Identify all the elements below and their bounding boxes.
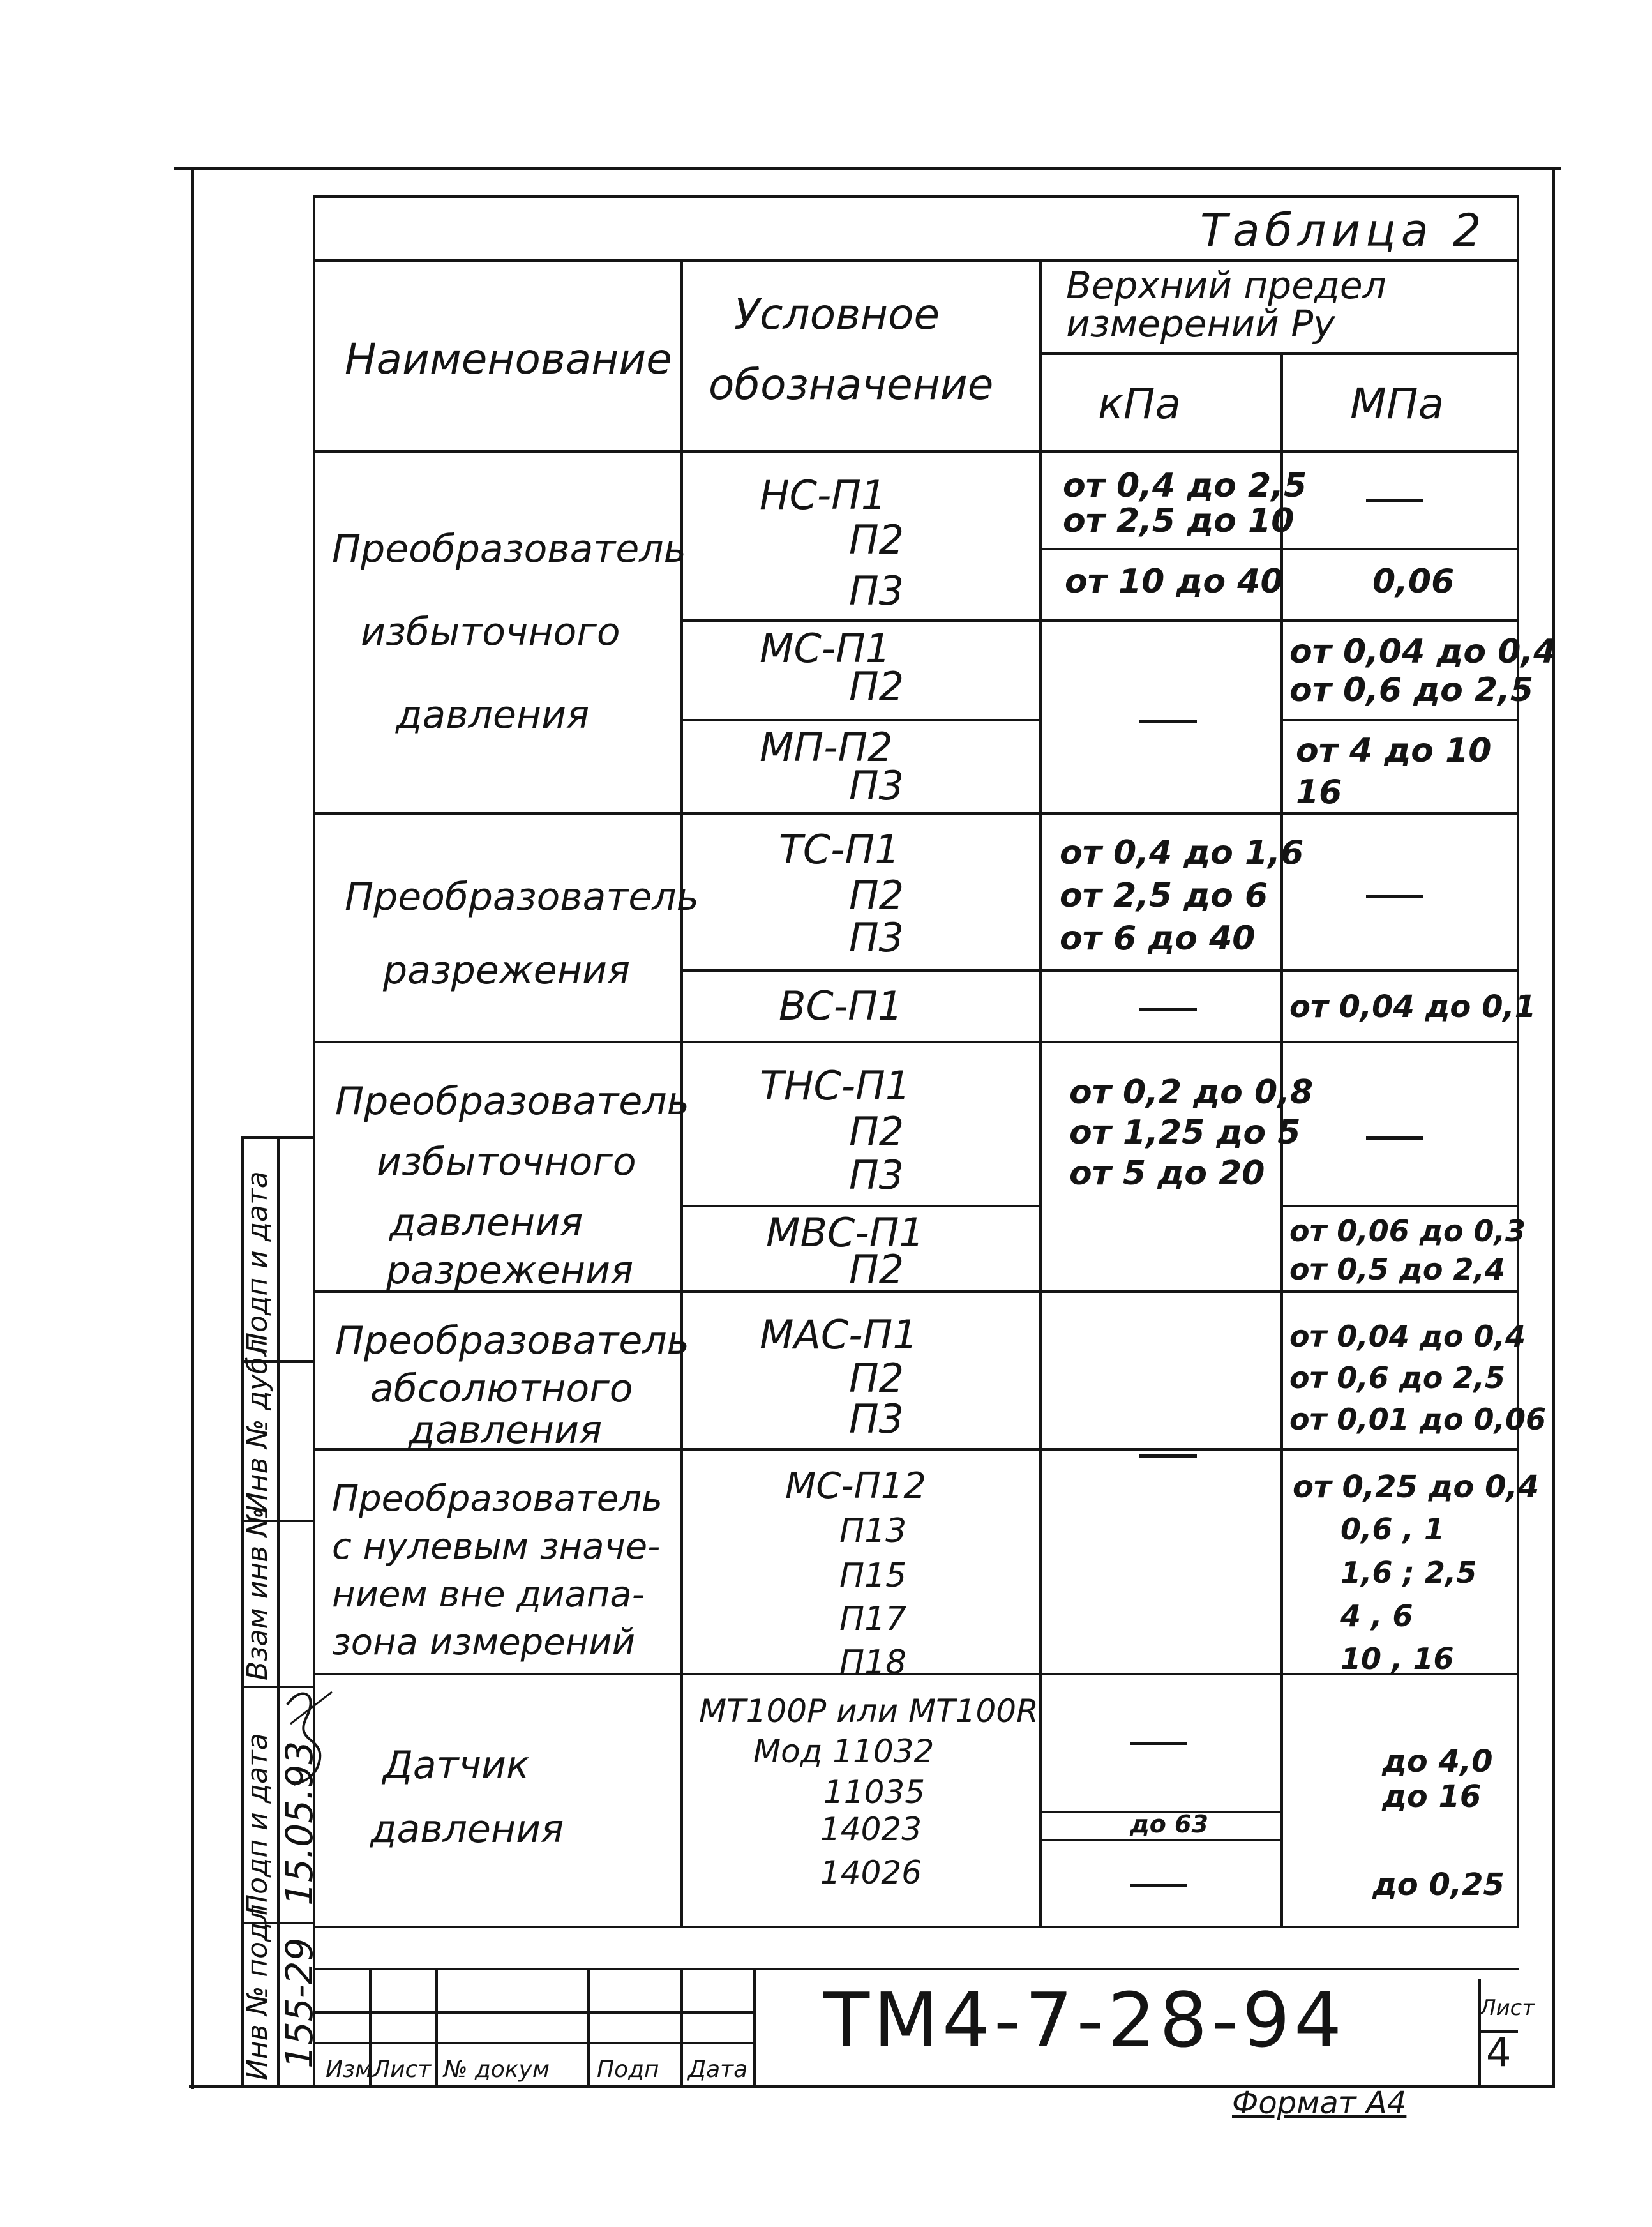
mpa-value: 1,6 ; 2,5 <box>1340 1555 1477 1590</box>
mpa-value: от 0,5 до 2,4 <box>1289 1252 1506 1287</box>
side-label: Взам инв № <box>241 1507 274 1680</box>
mpa-value: 16 <box>1296 773 1342 812</box>
signature-image <box>281 1679 338 1788</box>
header-designation-1: Условное <box>734 290 940 339</box>
code: 14026 <box>820 1854 922 1891</box>
mpa-dash <box>1366 499 1423 502</box>
code: Мод 11032 <box>753 1733 935 1770</box>
mpa-value: 0,6 , 1 <box>1340 1512 1445 1546</box>
sheet-number: 4 <box>1486 2029 1512 2076</box>
stamp-col-label: Лист <box>373 2057 432 2083</box>
header-unit-kpa: кПа <box>1098 379 1181 428</box>
mpa-value: от 0,6 до 2,5 <box>1289 1361 1506 1395</box>
group-name-line: избыточного <box>361 610 620 654</box>
kpa-dash <box>1139 1008 1197 1011</box>
mpa-dash <box>1366 1136 1423 1140</box>
group-name-line: Преобразователь <box>332 527 686 571</box>
code: МС-П1 <box>760 625 891 672</box>
kpa-value: от 0,4 до 1,6 <box>1060 834 1304 872</box>
mpa-value: от 0,04 до 0,4 <box>1289 1319 1526 1354</box>
mpa-value: до 0,25 <box>1372 1867 1505 1903</box>
code: 14023 <box>820 1811 922 1848</box>
code: П17 <box>839 1600 907 1638</box>
code: П18 <box>839 1643 907 1682</box>
mpa-value: от 0,04 до 0,1 <box>1289 989 1536 1025</box>
code: П2 <box>849 517 905 563</box>
kpa-dash <box>1130 1742 1187 1745</box>
group-name-line: давления <box>409 1408 603 1453</box>
code: ВС-П1 <box>779 983 903 1029</box>
mpa-value: до 4,0 <box>1382 1744 1493 1779</box>
kpa-dash <box>1130 1884 1187 1887</box>
code: МС-П12 <box>785 1465 926 1507</box>
mpa-dash <box>1366 895 1423 898</box>
kpa-value: до 63 <box>1130 1810 1208 1838</box>
code: НС-П1 <box>760 472 887 518</box>
group-name-line: разрежения <box>386 1248 634 1293</box>
header-designation-2: обозначение <box>709 360 994 409</box>
kpa-value: от 0,2 до 0,8 <box>1069 1073 1314 1112</box>
mpa-value: 0,06 <box>1372 562 1455 601</box>
group-name-line: разрежения <box>383 948 631 993</box>
table-title: Таблица 2 <box>1200 204 1487 257</box>
group-name-line: зона измерений <box>332 1622 636 1663</box>
sheet-label: Лист <box>1480 1995 1535 2021</box>
mpa-value: от 0,04 до 0,4 <box>1289 633 1557 671</box>
format-label: Формат А4 <box>1232 2085 1407 2121</box>
code: П2 <box>849 1355 905 1401</box>
mpa-value: от 4 до 10 <box>1296 732 1492 770</box>
group-name-line: давления <box>370 1807 564 1852</box>
side-label: Подп и дата <box>241 1733 274 1915</box>
group-name-line: Преобразователь <box>332 1478 663 1520</box>
kpa-dash <box>1139 720 1197 723</box>
code: П3 <box>849 762 905 809</box>
mpa-value: от 0,6 до 2,5 <box>1289 671 1534 709</box>
code: МАС-П1 <box>760 1311 918 1358</box>
group-name-line: нием вне диапа- <box>332 1574 645 1615</box>
group-name-line: абсолютного <box>370 1366 633 1411</box>
kpa-value: от 2,5 до 10 <box>1063 502 1295 540</box>
code: П2 <box>849 663 905 710</box>
group-name-line: давления <box>396 693 590 737</box>
document-number: ТМ4-7-28-94 <box>823 1976 1346 2064</box>
header-unit-mpa: МПа <box>1350 379 1445 428</box>
kpa-dash <box>1139 1454 1197 1458</box>
group-name-line: Датчик <box>383 1743 530 1788</box>
kpa-value: от 10 до 40 <box>1065 562 1284 601</box>
header-limit-1: Верхний предел <box>1066 264 1386 307</box>
group-name-line: Преобразователь <box>335 1318 689 1363</box>
stamp-col-label: Изм <box>326 2057 373 2083</box>
stamp-col-label: Подп <box>597 2057 659 2083</box>
header-name: Наименование <box>345 335 672 384</box>
code: П2 <box>849 872 905 919</box>
code: П2 <box>849 1246 905 1293</box>
mpa-value: от 0,25 до 0,4 <box>1293 1469 1540 1505</box>
mpa-value: от 0,01 до 0,06 <box>1289 1402 1547 1437</box>
code: ТНС-П1 <box>760 1062 911 1109</box>
mpa-value: от 0,06 до 0,3 <box>1289 1214 1526 1248</box>
code: МП-П2 <box>760 724 893 771</box>
group-name-line: Преобразователь <box>345 875 699 919</box>
kpa-value: от 1,25 до 5 <box>1069 1114 1301 1152</box>
stamp-col-label: Дата <box>688 2057 748 2083</box>
code: 11035 <box>823 1774 926 1811</box>
kpa-value: от 5 до 20 <box>1069 1154 1265 1193</box>
code: П3 <box>849 568 905 614</box>
code: П3 <box>849 1396 905 1442</box>
side-label: Подп и дата <box>241 1171 274 1354</box>
header-limit-2: измерений Ру <box>1066 302 1335 345</box>
side-value-date: 15.05.93 <box>278 1740 321 1906</box>
code: МТ100Р или МТ100R <box>699 1693 1039 1730</box>
side-label: Инв № подл <box>241 1904 274 2080</box>
side-value-inv: 155-29 <box>278 1937 321 2069</box>
stamp-col-label: № докум <box>444 2057 550 2083</box>
group-name-line: давления <box>389 1200 583 1245</box>
code: ТС-П1 <box>779 826 900 873</box>
group-name-line: избыточного <box>377 1140 636 1184</box>
kpa-value: от 0,4 до 2,5 <box>1063 467 1307 505</box>
code: П13 <box>839 1512 907 1550</box>
mpa-value: до 16 <box>1382 1779 1482 1815</box>
kpa-value: от 6 до 40 <box>1060 919 1256 958</box>
group-name-line: с нулевым значе- <box>332 1526 661 1567</box>
code: П3 <box>849 914 905 961</box>
mpa-value: 10 , 16 <box>1340 1642 1454 1676</box>
side-label: Инв № дубл <box>241 1338 274 1513</box>
mpa-value: 4 , 6 <box>1340 1599 1413 1633</box>
group-name-line: Преобразователь <box>335 1079 689 1124</box>
code: П15 <box>839 1557 907 1595</box>
kpa-value: от 2,5 до 6 <box>1060 877 1268 915</box>
code: П3 <box>849 1152 905 1198</box>
code: МВС-П1 <box>766 1209 924 1256</box>
code: П2 <box>849 1108 905 1155</box>
